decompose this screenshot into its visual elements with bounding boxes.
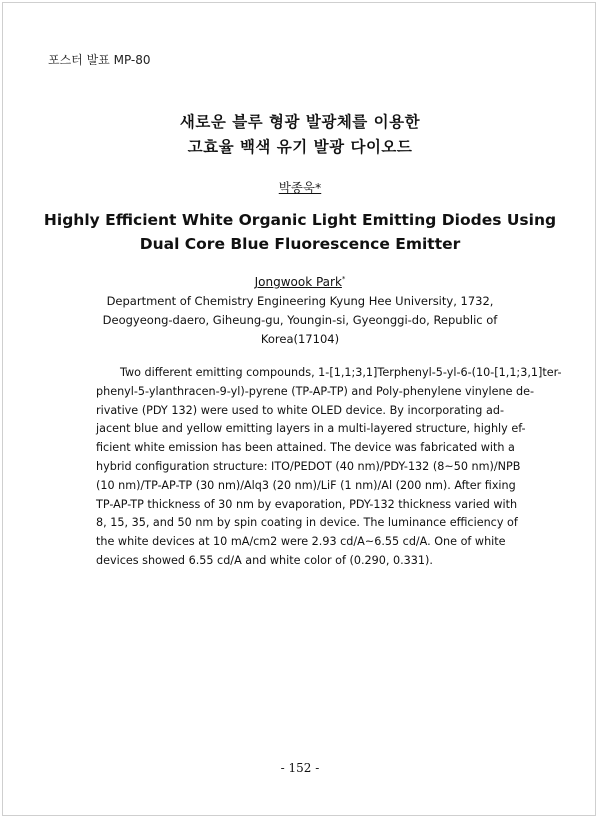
abstract-line: TP-AP-TP thickness of 30 nm by evaporation, PDY-132 thickness varied with: [96, 497, 518, 511]
abstract-line: the white devices at 10 mA/cm2 were 2.93 cd/A~6.55 cd/A. One of white: [96, 535, 506, 549]
english-author: [0, 275, 600, 289]
english-title-line-2: Dual Core Blue Fluorescence Emitter: [139, 235, 461, 253]
korean-title-line-1: 새로운 블루 형광 발광체를 이용한: [179, 113, 421, 131]
affiliation-line: Department of Chemistry Engineering Kyung Hee University, 1732,: [106, 294, 494, 308]
abstract-line: 8, 15, 35, and 50 nm by spin coating in device. The luminance efficiency of: [96, 516, 518, 530]
korean-author: [0, 178, 600, 196]
korean-author-name: 박종욱*: [278, 180, 322, 195]
english-title-line-1: Highly Efficient White Organic Light Emitting Diodes Using: [43, 211, 557, 229]
corresponding-author-mark: *: [341, 275, 346, 283]
abstract-line: rivative (PDY 132) were used to white OLED device. By incorporating ad-: [96, 403, 504, 417]
session-tag: 포스터 발표 MP-80: [48, 53, 151, 67]
abstract-line: jacent blue and yellow emitting layers in a multi-layered structure, highly ef-: [96, 422, 526, 436]
page-number: - 152 -: [280, 761, 320, 775]
korean-title-line-2: 고효율 백색 유기 발광 다이오드: [187, 138, 413, 156]
abstract-line: devices showed 6.55 cd/A and white color of (0.290, 0.331).: [96, 553, 433, 567]
abstract-line: Two different emitting compounds, 1-[1,1;3,1]Terphenyl-5-yl-6-(10-[1,1;3,1]ter-: [120, 366, 562, 379]
abstract: [96, 364, 562, 571]
abstract-line: (10 nm)/TP-AP-TP (30 nm)/Alq3 (20 nm)/LiF (1 nm)/Al (200 nm). After fixing: [96, 478, 516, 492]
english-author-name: Jongwook Park: [254, 275, 342, 289]
affiliation-line: Deogyeong-daero, Giheung-gu, Youngin-si, Gyeonggi-do, Republic of: [102, 313, 498, 327]
affiliation: [100, 292, 500, 349]
abstract-line: phenyl-5-ylanthracen-9-yl)-pyrene (TP-AP-TP) and Poly-phenylene vinylene de-: [96, 384, 535, 398]
abstract-line: ficient white emission has been attained. The device was fabricated with a: [96, 441, 515, 455]
abstract-line: hybrid configuration structure: ITO/PEDOT (40 nm)/PDY-132 (8~50 nm)/NPB: [96, 459, 521, 473]
affiliation-line: Korea(17104): [260, 332, 340, 346]
